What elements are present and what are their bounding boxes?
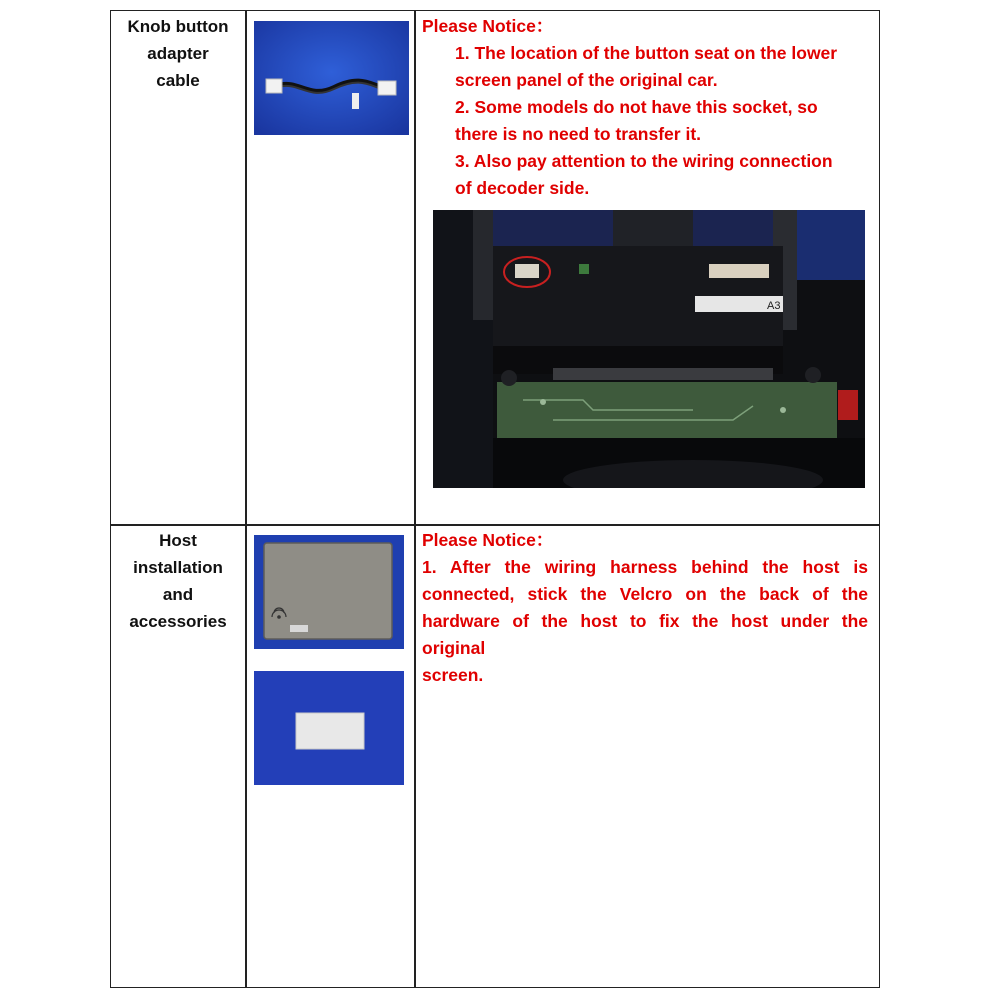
column-divider (245, 11, 247, 987)
panel-sticker-text: A3 (767, 300, 781, 312)
notice-line: connected, stick the Velcro on the back of the (422, 584, 868, 604)
row-divider (111, 524, 879, 526)
spec-table (110, 10, 880, 988)
host-unit-photo (254, 535, 404, 649)
label-line: adapter (147, 44, 209, 63)
notice-line: 1. The location of the button seat on the lower (455, 43, 838, 63)
column-divider (414, 11, 416, 987)
notice-line: 2. Some models do not have this socket, so (455, 97, 818, 117)
label-line: installation (133, 558, 223, 577)
row-label-knob-cable (111, 13, 245, 94)
notice-title: Please Notice： (422, 16, 554, 36)
notice-line: of decoder side. (455, 178, 590, 198)
car-panel-photo (433, 210, 865, 488)
notice-line: 3. Also pay attention to the wiring connection (455, 151, 833, 171)
label-line: Knob button (127, 17, 229, 36)
notice-line: original (422, 638, 486, 658)
velcro-photo (254, 671, 404, 785)
notice-line: screen. (422, 665, 484, 685)
label-line: and (162, 585, 194, 604)
notice-line: 1. After the wiring harness behind the host is (422, 557, 868, 577)
notice-title: Please Notice： (422, 530, 554, 550)
notice-line: screen panel of the original car. (455, 70, 718, 90)
notice-line: hardware of the host to fix the host under the (422, 611, 868, 631)
label-line: Host (159, 531, 197, 550)
knob-cable-photo (254, 21, 409, 135)
row-label-host-installation (111, 527, 245, 635)
label-line: cable (156, 71, 200, 90)
notice-knob-cable (422, 13, 872, 202)
notice-line: there is no need to transfer it. (455, 124, 702, 144)
notice-host (422, 527, 868, 689)
label-line: accessories (129, 612, 227, 631)
